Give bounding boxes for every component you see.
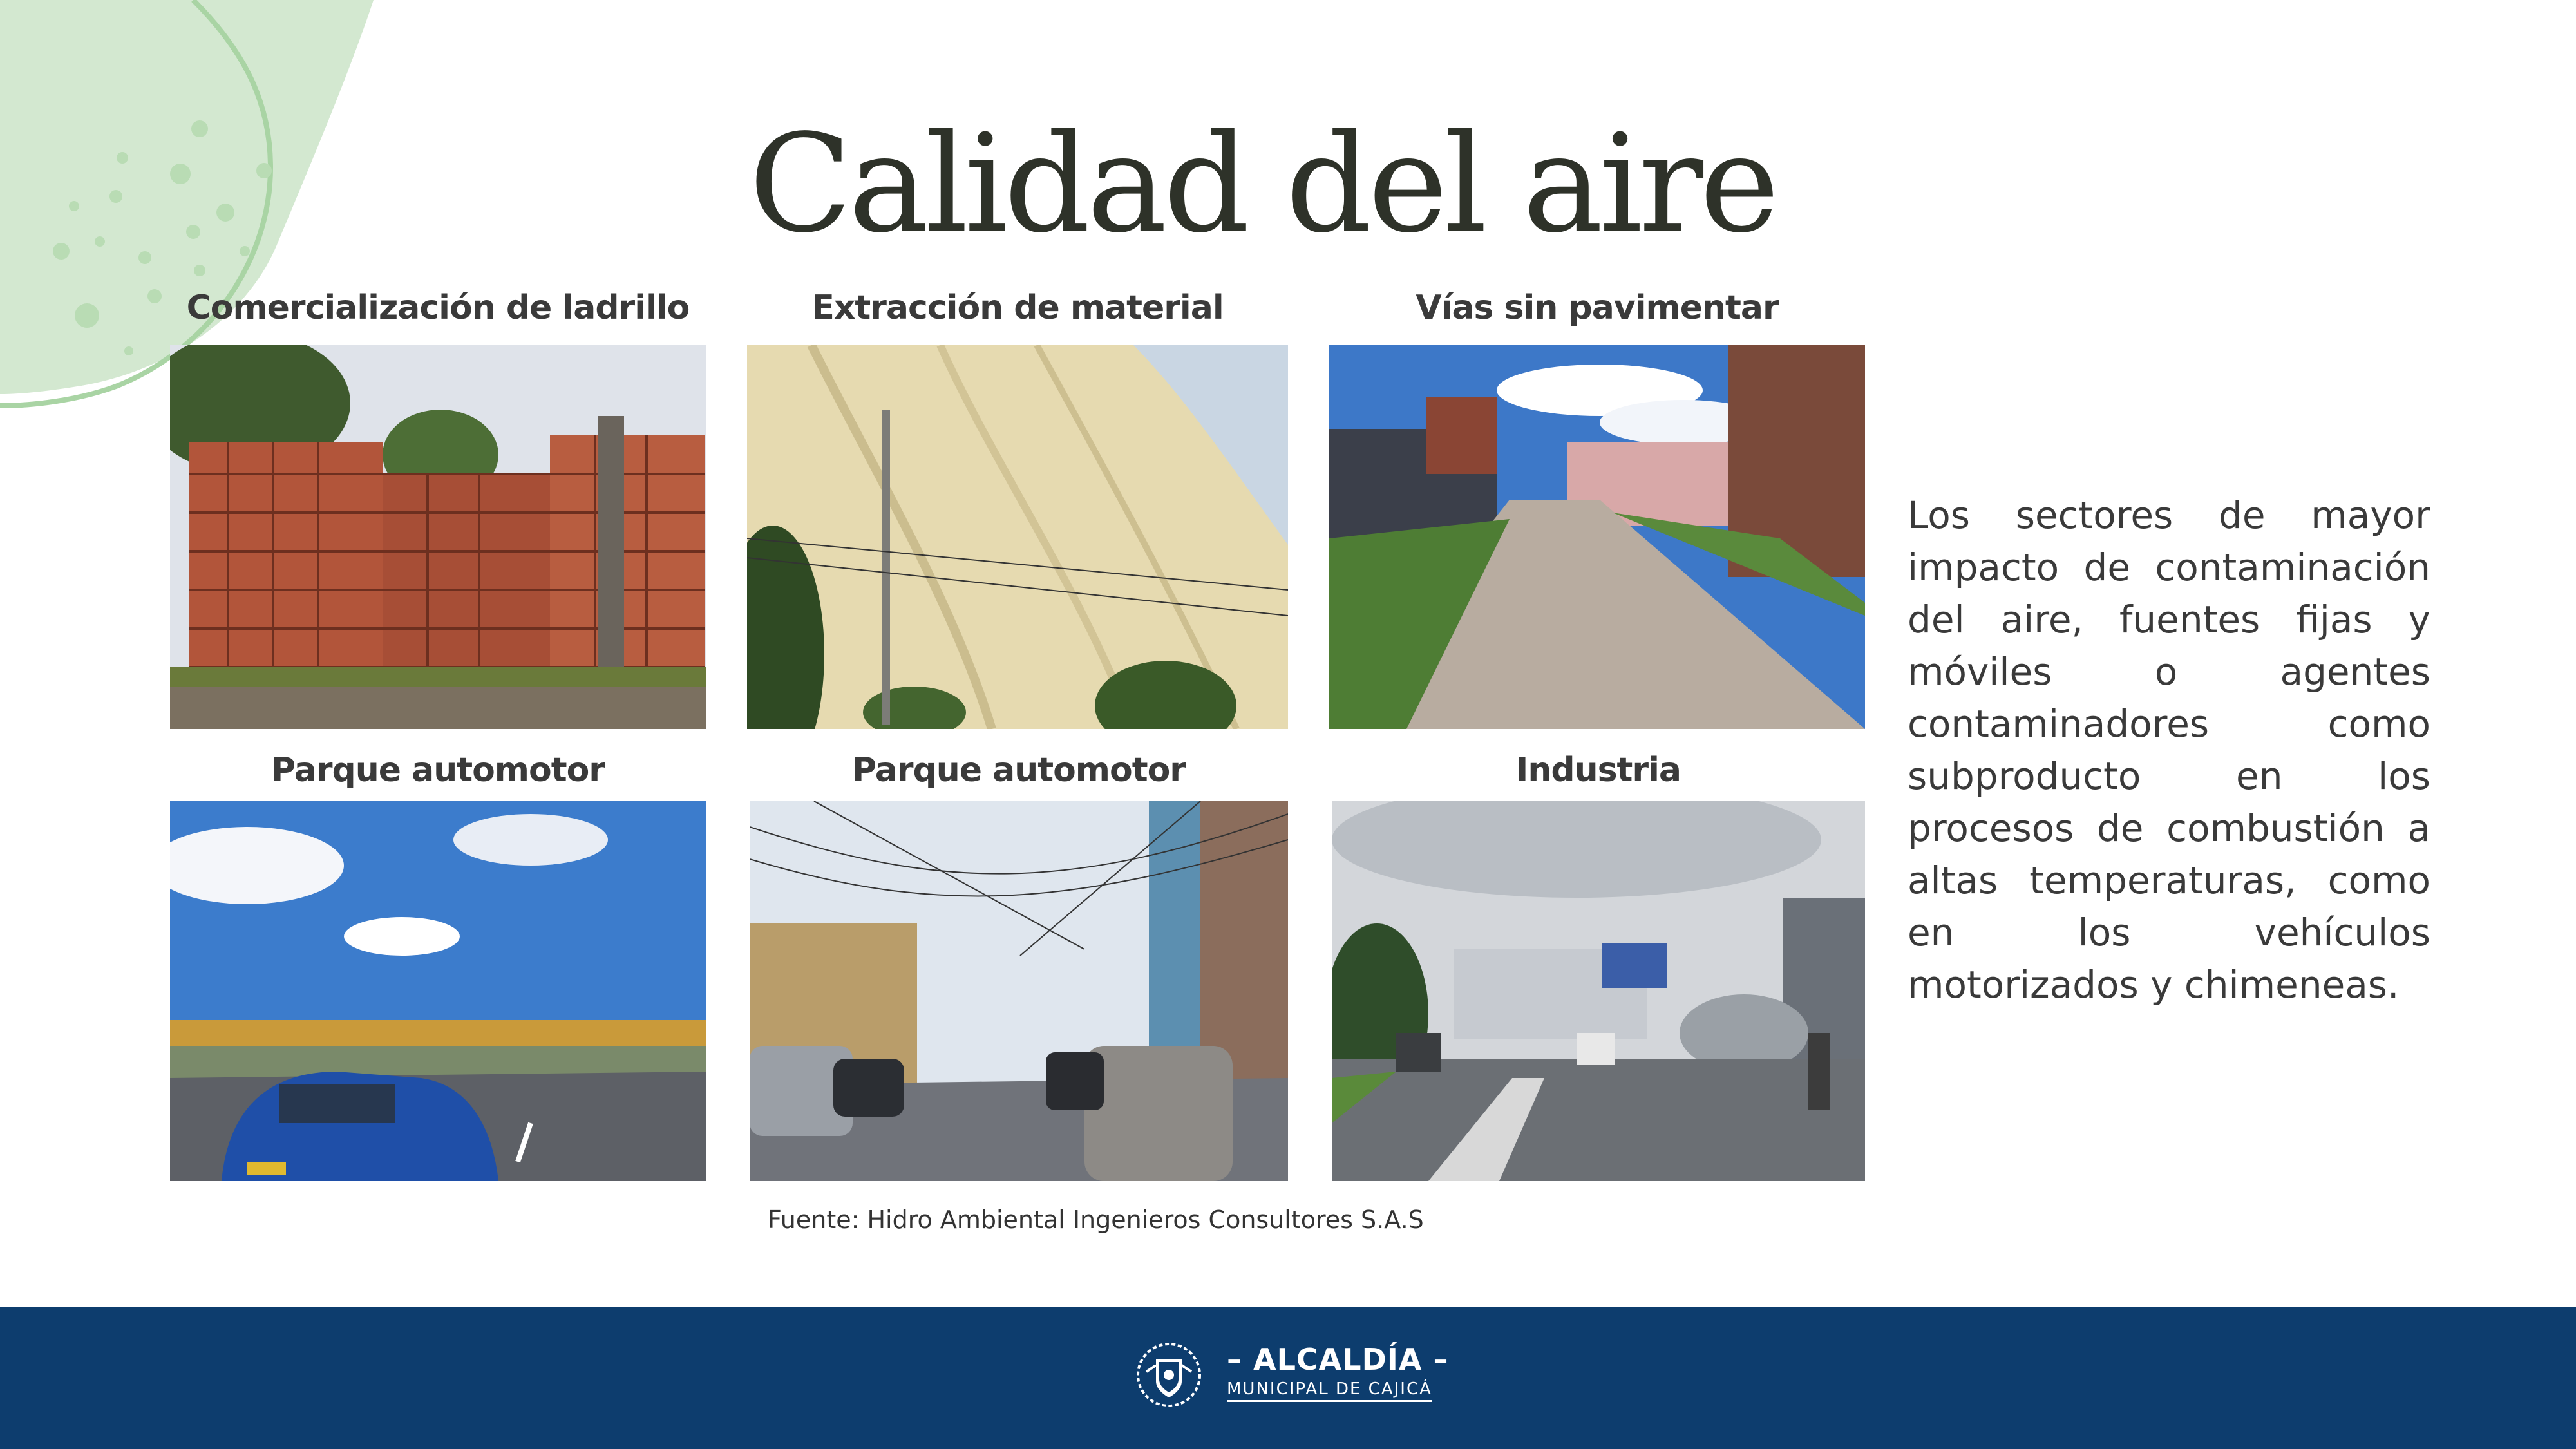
- logo-title: – ALCALDÍA –: [1227, 1342, 1449, 1377]
- quarry-cliff-photo: [747, 345, 1288, 729]
- description-paragraph: Los sectores de mayor impacto de contaminación del aire, fuentes fijas y móviles o agentes contaminadores como subproducto en los procesos de combustión a altas temperaturas, como en los vehículos motorizados y chimeneas.: [1908, 493, 2430, 1007]
- caption-vehicle-fleet-2: Parque automotor: [852, 751, 1186, 790]
- brick-stacks-photo: [170, 345, 706, 729]
- caption-brick-sales: Comercialización de ladrillo: [186, 289, 690, 327]
- industrial-road-photo: [1332, 801, 1865, 1181]
- caption-material-extraction: Extracción de material: [811, 289, 1224, 327]
- caption-industry: Industria: [1516, 751, 1681, 790]
- caption-unpaved-roads: Vías sin pavimentar: [1416, 289, 1779, 327]
- unpaved-road-photo: [1329, 345, 1865, 729]
- coat-of-arms-icon: [1133, 1340, 1204, 1410]
- alcaldia-logo[interactable]: [1133, 1340, 1449, 1417]
- caption-vehicle-fleet-1: Parque automotor: [271, 751, 605, 790]
- slide-title: Calidad del aire: [748, 105, 1776, 263]
- street-traffic-photo: [750, 801, 1288, 1181]
- highway-traffic-photo: [170, 801, 706, 1181]
- logo-subtitle: MUNICIPAL DE CAJICÁ: [1227, 1379, 1432, 1402]
- source-note: Fuente: Hidro Ambiental Ingenieros Consultores S.A.S: [768, 1206, 1424, 1234]
